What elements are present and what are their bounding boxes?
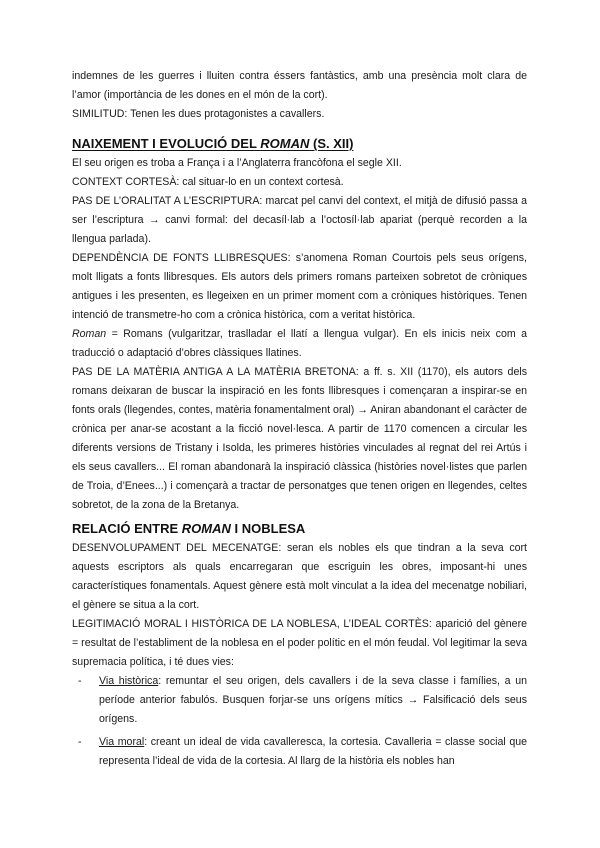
heading-text: NAIXEMENT I EVOLUCIÓ DEL xyxy=(72,136,261,151)
oralitat-paragraph: PAS DE L’ORALITAT A L’ESCRIPTURA: marcat pel canvi del context, el mitjà de difusió passa a ser l’escriptura → canvi formal: del decasíl·lab a l’octosíl·lab apariat (perquè recorden a la llengua parlada). xyxy=(72,195,527,245)
materia-paragraph: PAS DE LA MATÈRIA ANTIGA A LA MATÈRIA BRETONA: a ff. s. XII (1170), els autors dels romans deixaran de buscar la inspiració en les fonts llibresques i començaran a inspirar-se en fonts orals (llegendes, contes, matèria fonamentalment oral) → Aniran abandonant el caràcter de crònica per anar-se acostant a la ficció novel·lesca. A partir de 1170 comencen a circular les diferents versions de Tristany i Isolda, les primeres històries vinculades al regnat del rei Artús i els seus cavallers... El roman abandonarà la inspiració clàssica (històries novel·listes que parlen de Troia, d’Enees...) i començarà a tractar de personatges que tenen origen en llegendes, celtes sobretot, de la zona de la Bretanya. xyxy=(72,366,527,511)
via-historica-text: : remuntar el seu origen, dels cavallers i de la seva classe i famílies, a un període anterior fabulós. Busquen forjar-se uns orígens mítics → Falsificació dels seus orígens. xyxy=(99,675,527,725)
via-historica-term: Via històrica xyxy=(99,675,159,687)
dependencia-paragraph: DEPENDÈNCIA DE FONTS LLIBRESQUES: s’anomena Roman Courtois pels seus orígens, molt lligats a fonts llibresques. Els autors dels primers romans parteixen sobretot de cròniques antigues i les presenten, es llegeixen en un primer moment com a cròniques històriques. Tenen intenció de transmetre-ho com a crònica històrica, com a veritat històrica. xyxy=(72,252,527,321)
bullet-dash: - xyxy=(78,675,82,687)
mecenatge-paragraph: DESENVOLUPAMENT DEL MECENATGE: seran els nobles els que tindran a la seva cort aquests escriptors als quals encarregaran que escriguin les obres, imposant-hi unes característiques fonamentals. Aquest gènere està molt vinculat a la idea del mecenatge nobiliari, el gènere se situa a la cort. xyxy=(72,542,527,611)
roman-definition: = Romans (vulgaritzar, traslladar el llatí a llengua vulgar). En els inicis neix com a traducció o adaptació d’obres clàssiques llatines. xyxy=(72,328,527,359)
roman-term: Roman xyxy=(72,328,107,340)
heading-text: I NOBLESA xyxy=(230,521,306,536)
heading-text: RELACIÓ ENTRE xyxy=(72,521,182,536)
heading-italic-roman: ROMAN xyxy=(260,136,310,151)
similitud-paragraph: SIMILITUD: Tenen les dues protagonistes a cavallers. xyxy=(72,108,325,120)
intro-paragraph: indemnes de les guerres i lluiten contra éssers fantàstics, amb una presència molt clara de l’amor (importància de les dones en el món de la cort). xyxy=(72,70,527,101)
legitimacio-paragraph: LEGITIMACIÓ MORAL I HISTÒRICA DE LA NOBLESA, L’IDEAL CORTÈS: aparició del gènere = resultat de l’establiment de la noblesa en el poder polític en el món feudal. Vol legitimar la seva supremacia política, i té dues vies: xyxy=(72,618,527,668)
heading-italic-roman: ROMAN xyxy=(181,521,231,536)
list-item-via-historica xyxy=(72,672,527,729)
section-heading-relacio xyxy=(72,519,527,539)
list-item-via-moral xyxy=(72,733,527,771)
document-page xyxy=(72,67,527,771)
section-heading-naixement xyxy=(72,134,527,154)
heading-text: (S. XII) xyxy=(309,136,354,151)
roman-paragraph xyxy=(72,325,527,363)
bullet-dash: - xyxy=(78,736,82,748)
via-moral-term: Via moral xyxy=(99,736,145,748)
via-moral-text: : creant un ideal de vida cavalleresca, la cortesia. Cavalleria = classe social que representa l’ideal de vida de la cortesia. Al llarg de la història els nobles han xyxy=(99,736,527,767)
origen-paragraph: El seu origen es troba a França i a l’Anglaterra francòfona el segle XII. xyxy=(72,157,402,169)
vies-list xyxy=(72,672,527,771)
context-paragraph: CONTEXT CORTESÀ: cal situar-lo en un context cortesà. xyxy=(72,176,344,188)
